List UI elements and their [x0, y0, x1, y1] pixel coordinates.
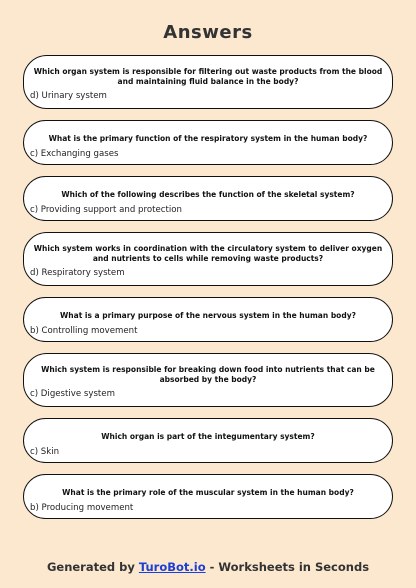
- question-text: Which system is responsible for breaking down food into nutrients that can be absorbed by the body?: [41, 365, 375, 384]
- answer-card: [23, 474, 393, 519]
- question-text: Which organ system is responsible for filtering out waste products from the blood and maintaining fluid balance in the body?: [33, 67, 383, 86]
- question-text: Which system works in coordination with the circulatory system to deliver oxygen and nutrients to cells while removing waste products?: [33, 244, 383, 263]
- answer-text: d) Respiratory system: [30, 268, 125, 278]
- footer: [0, 560, 416, 574]
- brand-link[interactable]: TuroBot.io: [138, 560, 206, 574]
- answer-card: [23, 232, 393, 286]
- answer-text: c) Providing support and protection: [30, 205, 182, 215]
- answer-text: d) Urinary system: [30, 91, 107, 101]
- footer-prefix: Generated by: [46, 560, 139, 574]
- question-text: What is the primary function of the respiratory system in the human body?: [48, 134, 368, 143]
- question-text: What is a primary purpose of the nervous system in the human body?: [60, 311, 356, 320]
- answer-card: [23, 55, 393, 109]
- page-title: Answers: [163, 22, 253, 43]
- answer-text: c) Digestive system: [30, 389, 115, 399]
- answer-list: [23, 55, 393, 530]
- answer-text: c) Skin: [30, 447, 60, 457]
- answer-text: c) Exchanging gases: [30, 149, 119, 159]
- footer-suffix: - Worksheets in Seconds: [205, 560, 370, 574]
- answer-text: b) Controlling movement: [30, 326, 138, 336]
- answer-card: [23, 176, 393, 221]
- question-text: Which organ is part of the integumentary system?: [101, 432, 315, 441]
- answer-card: [23, 297, 393, 342]
- answer-card: [23, 418, 393, 463]
- answer-text: b) Producing movement: [30, 503, 134, 513]
- question-text: Which of the following describes the function of the skeletal system?: [61, 190, 355, 199]
- question-text: What is the primary role of the muscular system in the human body?: [62, 488, 354, 497]
- answer-card: [23, 353, 393, 407]
- answer-card: [23, 120, 393, 165]
